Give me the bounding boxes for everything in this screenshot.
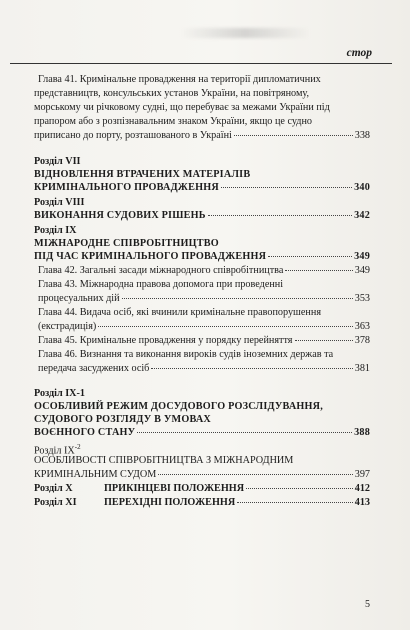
- toc-sec11-entry[interactable]: [34, 497, 370, 509]
- toc-sec10-page: 412: [354, 483, 370, 494]
- toc-sec10-title: ПРИКІНЦЕВІ ПОЛОЖЕННЯ: [104, 483, 245, 494]
- toc-sec9-1-label: Розділ IX-1: [34, 388, 86, 399]
- toc-sec10-entry[interactable]: [34, 483, 370, 495]
- dot-leader: [295, 339, 353, 341]
- toc-ch46-entry[interactable]: [38, 363, 370, 375]
- dot-leader: [158, 473, 352, 475]
- dot-leader: [234, 134, 353, 136]
- toc-sec7-label: Розділ VII: [34, 156, 81, 167]
- toc-sec11-label: Розділ XI: [34, 497, 77, 508]
- toc-sec7-title2: КРИМІНАЛЬНОГО ПРОВАДЖЕННЯ: [34, 182, 219, 193]
- toc-ch42-entry[interactable]: [38, 265, 370, 277]
- dot-leader: [285, 269, 352, 271]
- toc-ch43-line1: Глава 43. Міжнародна правова допомога при проведенні: [38, 279, 284, 290]
- toc-ch45-entry[interactable]: [38, 335, 370, 347]
- toc-sec10-label: Розділ X: [34, 483, 73, 494]
- dot-leader: [122, 297, 353, 299]
- dot-leader: [98, 325, 352, 327]
- toc-sec9-entry[interactable]: [34, 251, 370, 263]
- toc-sec9-title1: МІЖНАРОДНЕ СПІВРОБІТНИЦТВО: [34, 238, 219, 249]
- toc-sec7-page: 340: [354, 182, 370, 193]
- toc-ch43-page: 353: [354, 293, 370, 304]
- toc-ch41-line2: представництв, консульських установ України, на повітряному,: [34, 88, 310, 99]
- toc-ch46-page: 381: [354, 363, 370, 374]
- toc-sec9-1-page: 388: [354, 427, 370, 438]
- toc-ch43-line2: процесуальних дій: [38, 293, 120, 304]
- toc-ch41-line4: прапором або з розпізнавальним знаком України, якщо це судно: [34, 116, 313, 127]
- toc-ch41-line5: приписано до порту, розташованого в Україні: [34, 130, 232, 141]
- toc-ch46-line2: передача засуджених осіб: [38, 363, 150, 374]
- toc-sec8-page: 342: [354, 210, 370, 221]
- toc-ch41-line3: морському чи річковому судні, що перебуває за межами України під: [34, 102, 330, 113]
- toc-sec9-label: Розділ IX: [34, 225, 77, 236]
- toc-sec8-label: Розділ VIII: [34, 197, 85, 208]
- toc-ch45-title: Глава 45. Кримінальне провадження у порядку перейняття: [38, 335, 293, 346]
- dot-leader: [268, 255, 352, 257]
- dot-leader: [237, 501, 353, 503]
- toc-sec9-1-title2: СУДОВОГО РОЗГЛЯДУ В УМОВАХ: [34, 414, 211, 425]
- toc-ch42-title: Глава 42. Загальні засади міжнародного співробітництва: [38, 265, 284, 276]
- toc-sec9-1-title1: ОСОБЛИВИЙ РЕЖИМ ДОСУДОВОГО РОЗСЛІДУВАННЯ,: [34, 401, 323, 412]
- toc-ch46-line1: Глава 46. Визнання та виконання вироків судів іноземних держав та: [38, 349, 334, 360]
- toc-sec9-1-entry[interactable]: [34, 427, 370, 439]
- toc-ch45-page: 378: [354, 335, 370, 346]
- toc-sec8-entry[interactable]: [34, 210, 370, 222]
- toc-ch44-line1: Глава 44. Видача осіб, які вчинили кримінальне правопорушення: [38, 307, 322, 318]
- toc-sec9-title2: ПІД ЧАС КРИМІНАЛЬНОГО ПРОВАДЖЕННЯ: [34, 251, 267, 262]
- dot-leader: [208, 214, 352, 216]
- dot-leader: [151, 367, 352, 369]
- toc-sec9-2-title1: ОСОБЛИВОСТІ СПІВРОБІТНИЦТВА З МІЖНАРОДНИМ: [34, 455, 294, 466]
- toc-ch41-entry[interactable]: [34, 130, 370, 142]
- toc-sec9-2-sup: -2: [74, 443, 81, 451]
- dot-leader: [246, 487, 353, 489]
- header-rule: [10, 63, 392, 64]
- toc-sec9-2-page: 397: [354, 469, 370, 480]
- toc-ch44-page: 363: [354, 321, 370, 332]
- toc-sec9-2-entry[interactable]: [34, 469, 370, 481]
- toc-ch43-entry[interactable]: [38, 293, 370, 305]
- page-number: 5: [365, 599, 370, 610]
- toc-ch41-line1: Глава 41. Кримінальне провадження на території дипломатичних: [38, 74, 321, 85]
- toc-sec9-1-title3: ВОЄННОГО СТАНУ: [34, 427, 136, 438]
- toc-sec7-title1: ВІДНОВЛЕННЯ ВТРАЧЕНИХ МАТЕРІАЛІВ: [34, 169, 251, 180]
- toc-sec7-entry[interactable]: [34, 182, 370, 194]
- toc-ch41-page: 338: [354, 130, 370, 141]
- toc-ch44-line2: (екстрадиція): [38, 321, 97, 332]
- toc-sec11-title: ПЕРЕХІДНІ ПОЛОЖЕННЯ: [104, 497, 236, 508]
- toc-sec9-2-label-text: Розділ IX: [34, 445, 75, 457]
- toc-sec11-page: 413: [354, 497, 370, 508]
- toc-sec9-2-title2: КРИМІНАЛЬНИМ СУДОМ: [34, 469, 157, 480]
- dot-leader: [221, 186, 352, 188]
- toc-ch44-entry[interactable]: [38, 321, 370, 333]
- bleed-through-text: [180, 28, 310, 38]
- page-column-label: стор: [346, 47, 372, 59]
- toc-ch42-page: 349: [354, 265, 370, 276]
- dot-leader: [137, 431, 352, 433]
- toc-sec8-title: ВИКОНАННЯ СУДОВИХ РІШЕНЬ: [34, 210, 206, 221]
- toc-sec9-page: 349: [354, 251, 370, 262]
